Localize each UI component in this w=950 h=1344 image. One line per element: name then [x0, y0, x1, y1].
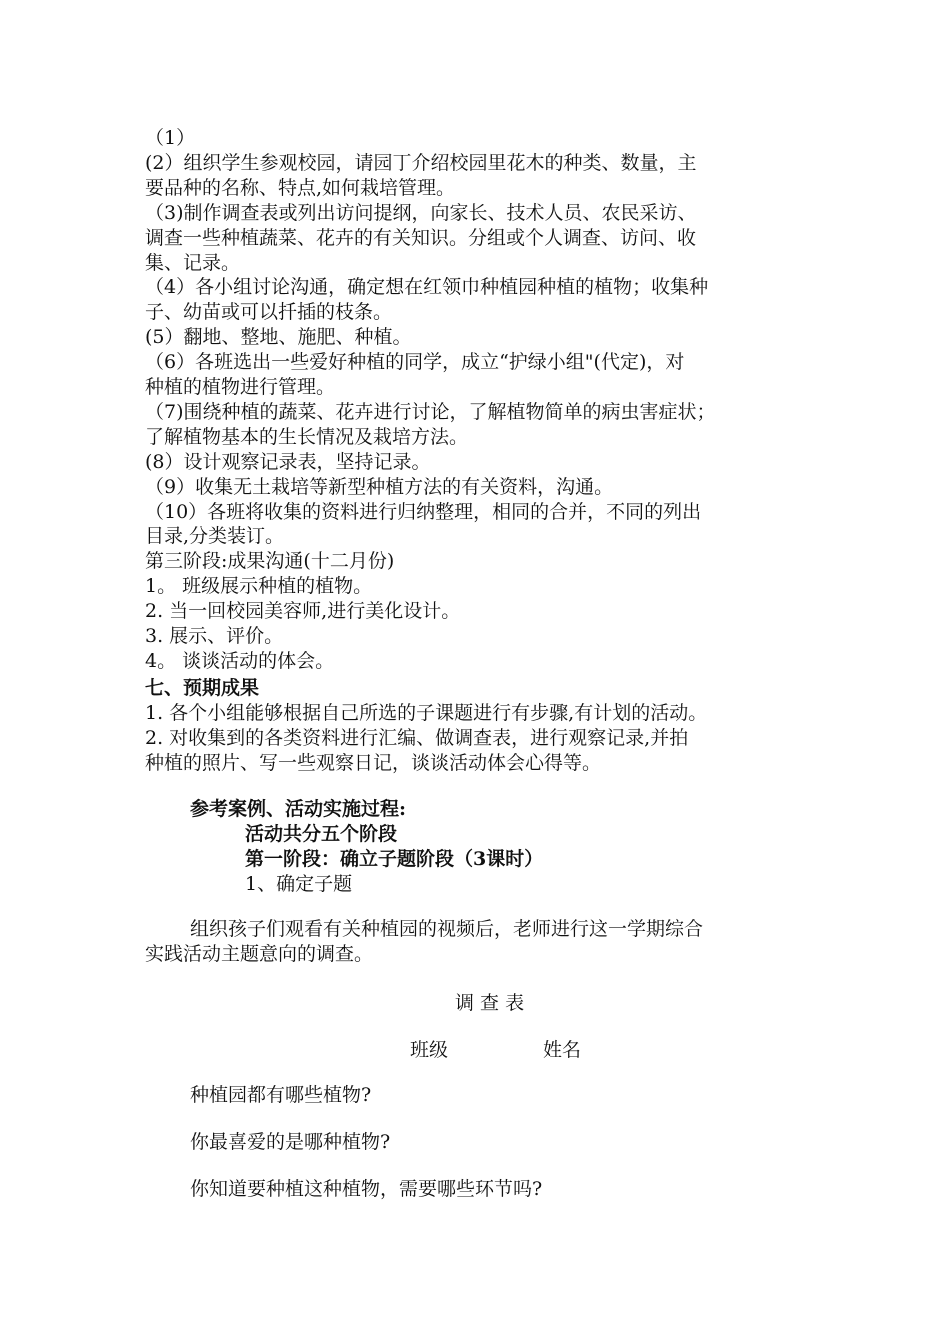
text-line: （4）各小组讨论沟通，确定想在红领巾种植园种植的植物；收集种: [145, 276, 709, 299]
text-line: 要品种的名称、特点,如何栽培管理。: [145, 176, 456, 199]
text-line: 目录,分类装订。: [145, 525, 285, 548]
text-line: （9）收集无土栽培等新型种植方法的有关资料，沟通。: [145, 475, 614, 498]
survey-name-label: 姓名: [543, 1039, 582, 1061]
case-subtopic: 1、确定子题: [245, 873, 353, 895]
text-line: （1）: [145, 127, 196, 149]
survey-question: 种植园都有哪些植物?: [190, 1084, 372, 1106]
text-line: 了解植物基本的生长情况及栽培方法。: [145, 425, 469, 448]
text-line: 3. 展示、评价。: [145, 625, 284, 647]
text-line: (8）设计观察记录表，坚持记录。: [145, 450, 431, 473]
text-line: (5）翻地、整地、施肥、种植。: [145, 326, 412, 349]
text-line: 种植的照片、写一些观察日记，谈谈活动体会心得等。: [145, 751, 602, 774]
survey-title: 调 查 表: [455, 992, 525, 1014]
section-heading-expected-results: 七、预期成果: [145, 677, 260, 699]
survey-question: 你知道要种植这种植物，需要哪些环节吗?: [190, 1178, 543, 1200]
survey-question: 你最喜爱的是哪种植物?: [190, 1131, 391, 1153]
survey-class-label: 班级: [410, 1039, 449, 1061]
case-stage-count: 活动共分五个阶段: [245, 823, 398, 845]
text-line: 2. 当一回校园美容师,进行美化设计。: [145, 600, 461, 623]
paragraph-line: 实践活动主题意向的调查。: [145, 943, 374, 965]
text-line: 1。 班级展示种植的植物。: [145, 575, 373, 598]
case-stage-one: 第一阶段：确立子题阶段（3课时）: [245, 848, 544, 870]
text-line: （7)围绕种植的蔬菜、花卉进行讨论，了解植物简单的病虫害症状；: [145, 400, 716, 423]
text-line: 种植的植物进行管理。: [145, 376, 336, 398]
text-line: (2）组织学生参观校园，请园丁介绍校园里花木的种类、数量，主: [145, 151, 697, 174]
text-line: 调查一些种植蔬菜、花卉的有关知识。分组或个人调查、访问、收: [145, 226, 697, 249]
paragraph-line: 组织孩子们观看有关种植园的视频后，老师进行这一学期综合: [190, 918, 704, 940]
text-line: 2. 对收集到的各类资料进行汇编、做调查表，进行观察记录,并拍: [145, 726, 689, 749]
text-line: 1. 各个小组能够根据自己所选的子课题进行有步骤,有计划的活动。: [145, 702, 708, 724]
text-line: （6）各班选出一些爱好种植的同学，成立“护绿小组"(代定)，对: [145, 351, 685, 374]
text-line: 4。 谈谈活动的体会。: [145, 649, 335, 672]
case-title: 参考案例、活动实施过程:: [190, 798, 407, 820]
text-line: 第三阶段:成果沟通(十二月份): [145, 550, 395, 573]
text-line: 子、幼苗或可以扦插的枝条。: [145, 301, 393, 324]
text-line: （3)制作调查表或列出访问提纲，向家长、技术人员、农民采访、: [145, 201, 697, 224]
text-line: （10）各班将收集的资料进行归纳整理，相同的合并，不同的列出: [145, 500, 702, 523]
text-line: 集、记录。: [145, 251, 241, 274]
